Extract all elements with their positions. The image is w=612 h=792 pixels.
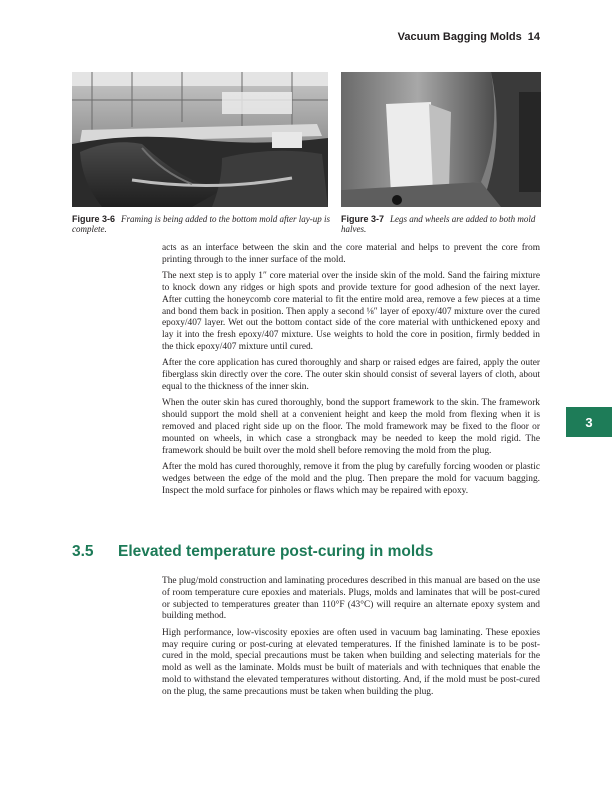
section-heading [72, 543, 542, 561]
body-paragraph: When the outer skin has cured thoroughly, bond the support framework to the skin. The framework should support the mold shell at a convenient height and keep the mold from flexing when it is removed and placed right side up on the floor. The mold framework may be fixed to the floor or mounted on wheels, in which case a strongback may be needed to keep the mold rigid. The framework should be built over the mold shell before removing the mold from the plug. [162, 398, 540, 456]
body-paragraph: After the core application has cured thoroughly and sharp or raised edges are faired, apply the outer fiberglass skin directly over the core. The outer skin should consist of several layers of cloth, about equal to the thickness of the inner skin. [162, 358, 540, 392]
chapter-tab: 3 [566, 407, 612, 437]
figure-3-7-caption-text: Legs and wheels are added to both mold halves. [341, 214, 536, 234]
figure-3-7-label: Figure 3-7 [341, 214, 385, 224]
body-paragraph: The next step is to apply 1″ core material over the inside skin of the mold. Sand the fairing mixture to knock down any ridges or high spots and provide texture for good adhesion of the next layer. After cutting the honeycomb core material to fit the entire mold area, remove a few pieces at a time and bond them back in position. Then apply a second ⅛″ layer of epoxy/407 mixture over the cured epoxy/407 layer. Wet out the bottom contact side of the core material with unthickened epoxy and lay it into the fresh epoxy/407 mixture. Use weights to hold the core in position, firmly bedded in the thick epoxy/407 mixture until cured. [162, 271, 540, 352]
running-header [398, 31, 540, 43]
figure-3-6-photo [72, 72, 328, 207]
body-paragraph: The plug/mold construction and laminating procedures described in this manual are based on the use of room temperature cure epoxies and materials. Plugs, molds and laminates that will be post-cured or subjected to temperatures greater than 110°F (43°C) will require an alternate epoxy system and building method. [162, 576, 540, 622]
body-text-section [162, 576, 540, 703]
running-title: Vacuum Bagging Molds [397, 31, 522, 43]
body-text-top [162, 243, 540, 502]
figure-3-6-label: Figure 3-6 [72, 214, 116, 224]
page-number: 14 [527, 31, 540, 43]
body-paragraph: After the mold has cured thoroughly, remove it from the plug by carefully forcing wooden or plastic wedges between the edge of the mold and the plug. Then prepare the mold for vacuum bagging. Inspect the mold surface for pinholes or flaws which may be repaired with epoxy. [162, 461, 540, 496]
section-number: 3.5 [72, 543, 94, 560]
figure-3-6-caption [72, 214, 330, 234]
body-paragraph: High performance, low-viscosity epoxies are often used in vacuum bag laminating. These epoxies may require curing or post-curing at elevated temperatures. If the finished laminate is to be post-cured in the mold, special precautions must be taken when building and selecting materials for the mold as well as the laminate. Molds must be built of materials and with techniques that enable the mold to withstand the elevated temperatures without distorting. And, if the mold must be post-cured on the plug, the same precautions must be taken when building the plug. [162, 627, 540, 697]
figure-3-7-photo [341, 72, 541, 207]
body-paragraph: acts as an interface between the skin and the core material and helps to prevent the core from printing through to the inner surface of the mold. [162, 243, 540, 265]
section-title: Elevated temperature post-curing in molds [118, 543, 434, 560]
figure-3-6-caption-text: Framing is being added to the bottom mold after lay-up is complete. [72, 214, 330, 234]
figure-3-7-caption [341, 214, 546, 234]
